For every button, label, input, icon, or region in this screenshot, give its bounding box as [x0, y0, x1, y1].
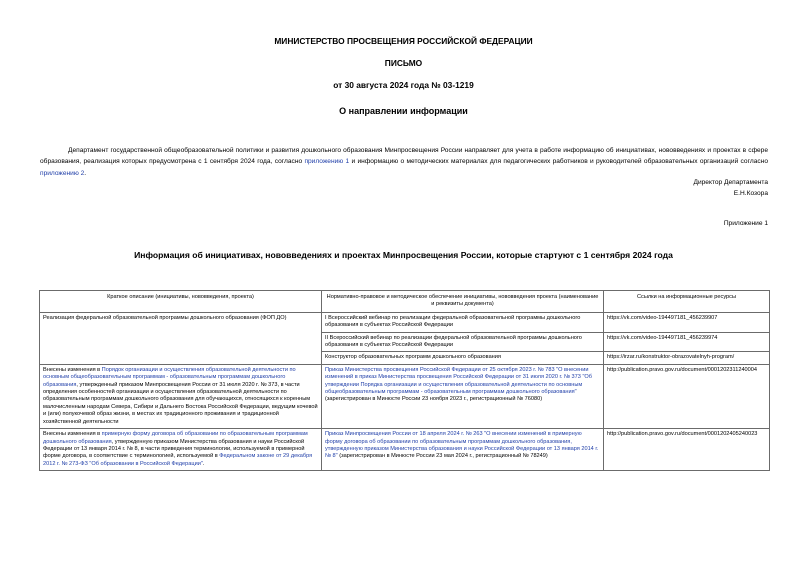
table-title: Информация об инициативах, нововведениях и проектах Минпросвещения России, которые стартуют с 1 сентября 2024 года	[134, 250, 673, 260]
table-row	[40, 312, 770, 332]
ministry-heading: МИНИСТЕРСТВО ПРОСВЕЩЕНИЯ РОССИЙСКОЙ ФЕДЕРАЦИИ	[274, 36, 533, 46]
order-link[interactable]: Приказ Министерства просвещения Российской Федерации от 25 октября 2023 г. № 783 "О внесении изменений в приказ Министерства просвещения Российской Федерации от 31 июля 2020 г. № 373 "Об утверждении Порядка организации и осуществления образовательной деятельности по основным общеобразовательным программам - образовательным программам дошкольного образования"	[325, 366, 592, 396]
column-header-description: Краткое описание (инициативы, нововведения, проекта)	[40, 291, 322, 313]
row-resource-link[interactable]: http://publication.pravo.gov.ru/document/0001202405240023	[604, 429, 770, 471]
initiatives-table	[39, 290, 770, 471]
desc-text: , утвержденный приказом Минпросвещения России от 31 июля 2020 г. № 373, в части определения особенностей организации и осуществления образовательной деятельности по образовательным программам дошкольного образования для обучающихся, относящихся к коренным малочисленным народам Севера, Сибири и Дальнего Востока Российской Федерации, ведущим кочевой и (или) полукочевой образ жизни, в местах их традиционного проживания и традиционной хозяйственной деятельности	[43, 381, 318, 425]
column-header-documents: Нормативно-правовое и методическое обеспечение инициативы, нововведения проекта (наименование и реквизиты документа)	[322, 291, 604, 313]
document-date-number: от 30 августа 2024 года № 03-1219	[333, 80, 474, 90]
desc-text: .	[202, 460, 205, 467]
column-header-links: Ссылки на информационные ресурсы	[604, 291, 770, 313]
desc-text: Внесены изменения в	[43, 431, 102, 438]
document-subject: О направлении информации	[339, 106, 468, 116]
doc-tail: (зарегистрирован в Минюсте России 23 ноября 2023 г., регистрационный № 76080)	[325, 396, 543, 403]
table-header-row	[40, 291, 770, 313]
row-document: Конструктор образовательных программ дошкольного образования	[322, 352, 604, 364]
desc-text: , утвержденную приказом Министерства образования и науки Российской Федерации от 13 января 2014 г. № 8, в части приведения терминологии, используемой в примерной форме договора, в соответствие с терминологией, используемой в	[43, 438, 305, 460]
federal-law-link[interactable]: Федеральном законе от 29 декабря 2012 г. № 273-ФЗ "Об образовании в Российской Федерации"	[43, 453, 313, 467]
row-resource-link[interactable]: http://publication.pravo.gov.ru/document/0001202311240004	[604, 364, 770, 428]
order-link[interactable]: Приказ Минпросвещения России от 18 апреля 2024 г. № 263 "О внесении изменений в примерную форму договора об образовании по образовательным программам дошкольного образования, утвержденную приказом Министерства образования и науки Российской Федерации от 13 января 2014 г. № 8"	[325, 431, 599, 460]
document-type: ПИСЬМО	[384, 58, 423, 68]
signatory-title: Директор Департамента	[693, 179, 768, 186]
letter-body	[40, 145, 768, 179]
appendix-2-link[interactable]: приложению 2	[40, 169, 85, 177]
body-text-2: и информацию о методических материалах для педагогических работников и руководителей образовательных организаций согласно	[349, 158, 768, 166]
contract-form-link[interactable]: примерную форму договора об образовании по образовательным программам дошкольного образования	[43, 431, 308, 445]
body-text-3: .	[84, 169, 87, 177]
appendix-label: Приложение 1	[723, 220, 768, 227]
row-description	[40, 364, 322, 428]
desc-text: Внесены изменения в	[43, 366, 102, 373]
table-row	[40, 364, 770, 428]
table-row	[40, 429, 770, 471]
row-document	[322, 429, 604, 471]
procedure-link[interactable]: Порядок организации и осуществления образовательной деятельности по основным общеобразовательным программам - образовательным программам дошкольного образования	[43, 366, 296, 388]
doc-tail: (зарегистрирован в Минюсте России 23 мая 2024 г., регистрационный № 78249)	[337, 453, 548, 460]
body-text-1: Департамент государственной общеобразовательной политики и развития дошкольного образования Минпросвещения России направляет для учета в работе информацию об инициативах, нововведениях и проектах в сфере образования, реализация которых предусмотрена с 1 сентября 2024 года, согласно	[40, 147, 768, 166]
row-document: II Всероссийский вебинар по реализации федеральной образовательной программы дошкольного образования в субъектах Российской Федерации	[322, 332, 604, 352]
row-description: Реализация федеральной образовательной программы дошкольного образования (ФОП ДО)	[40, 312, 322, 364]
row-document: I Всероссийский вебинар по реализации федеральной образовательной программы дошкольного образования в субъектах Российской Федерации	[322, 312, 604, 332]
row-description	[40, 429, 322, 471]
appendix-1-link[interactable]: приложению 1	[304, 158, 350, 166]
row-resource-link[interactable]: https://vk.com/video-194497181_456239974	[604, 332, 770, 352]
row-resource-link[interactable]: https://irzar.ru/konstruktor-obrazovatelnyh-program/	[604, 352, 770, 364]
row-resource-link[interactable]: https://vk.com/video-194497181_456239907	[604, 312, 770, 332]
row-document	[322, 364, 604, 428]
signatory-name: Е.Н.Козора	[733, 190, 768, 197]
